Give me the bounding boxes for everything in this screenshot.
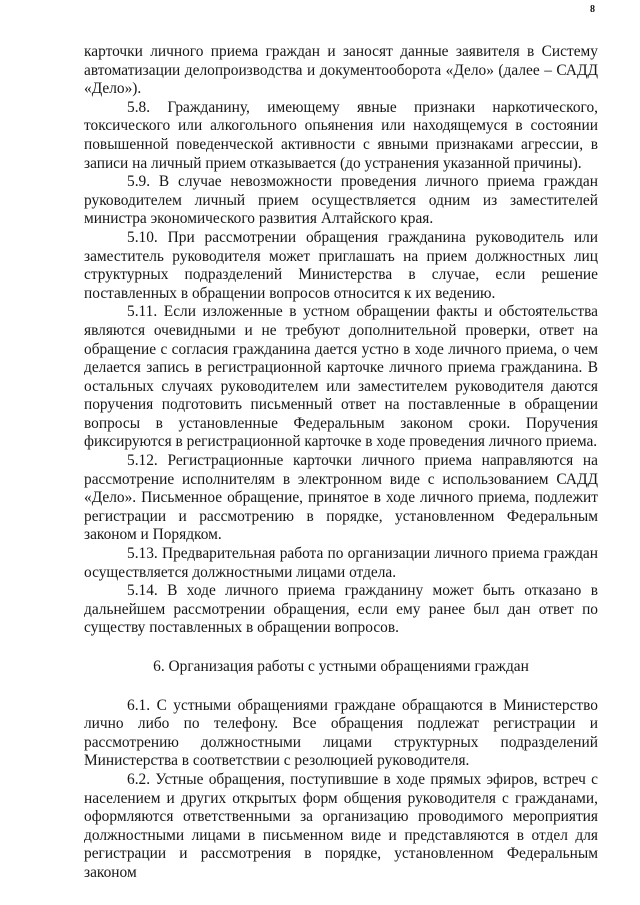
paragraph-5-12: 5.12. Регистрационные карточки личного приема направляются на рассмотрение исполнителям в электронном виде с использованием САДД «Дело». Письменное обращение, принятое в ходе личного приема, подлежит регистрации и рассмотрению в порядке, установленном Федеральным законом и Порядком. (84, 452, 598, 544)
document-body (84, 43, 598, 883)
paragraph-5-10: 5.10. При рассмотрении обращения гражданина руководитель или заместитель руководителя может приглашать на прием должностных лиц структурных подразделений Министерства в случае, если решение поставленных в обращении вопросов относится к их ведению. (84, 228, 598, 302)
page-number: 8 (590, 4, 595, 15)
paragraph-5-11: 5.11. Если изложенные в устном обращении факты и обстоятельства являются очевидными и не требуют дополнительной проверки, ответ на обращение с согласия гражданина дается устно в ходе личного приема, о чем делается запись в регистрационной карточке личного приема гражданина. В остальных случаях руководителем или заместителем руководителя даются поручения подготовить письменный ответ на поставленные в обращении вопросы в установленные Федеральным законом сроки. Поручения фиксируются в регистрационной карточке в ходе проведения личного приема. (84, 303, 598, 451)
paragraph-5-9: 5.9. В случае невозможности проведения личного приема граждан руководителем личный прием осуществляется одним из заместителей министра экономического развития Алтайского края. (84, 173, 598, 228)
paragraph-5-14: 5.14. В ходе личного приема гражданину может быть отказано в дальнейшем рассмотрении обращения, если ему ранее был дан ответ по существу поставленных в обращении вопросов. (84, 582, 598, 637)
paragraph-5-8: 5.8. Гражданину, имеющему явные признаки наркотического, токсического или алкогольного опьянения или находящемуся в состоянии повышенной поведенческой активности с явными признаками агрессии, в записи на личный прием отказывается (до устранения указанной причины). (84, 98, 598, 172)
paragraph-continuation: карточки личного приема граждан и заносят данные заявителя в Систему автоматизации делопроизводства и документооборота «Дело» (далее – САДД «Дело»). (84, 43, 598, 98)
paragraph-5-13: 5.13. Предварительная работа по организации личного приема граждан осуществляется должностными лицами отдела. (84, 545, 598, 581)
paragraph-6-1: 6.1. С устными обращениями граждане обращаются в Министерство лично либо по телефону. Все обращения подлежат регистрации и рассмотрению должностными лицами структурных подразделений Министерства в соответствии с резолюцией руководителя. (84, 696, 598, 770)
paragraph-6-2: 6.2. Устные обращения, поступившие в ходе прямых эфиров, встреч с населением и других открытых форм общения руководителя с гражданами, оформляются ответственными за организацию проводимого мероприятия должностными лицами в письменном виде и представляются в отдел для регистрации и рассмотрения в порядке, установленном Федеральным законом (84, 770, 598, 881)
section-heading: 6. Организация работы с устными обращениями граждан (153, 658, 529, 675)
